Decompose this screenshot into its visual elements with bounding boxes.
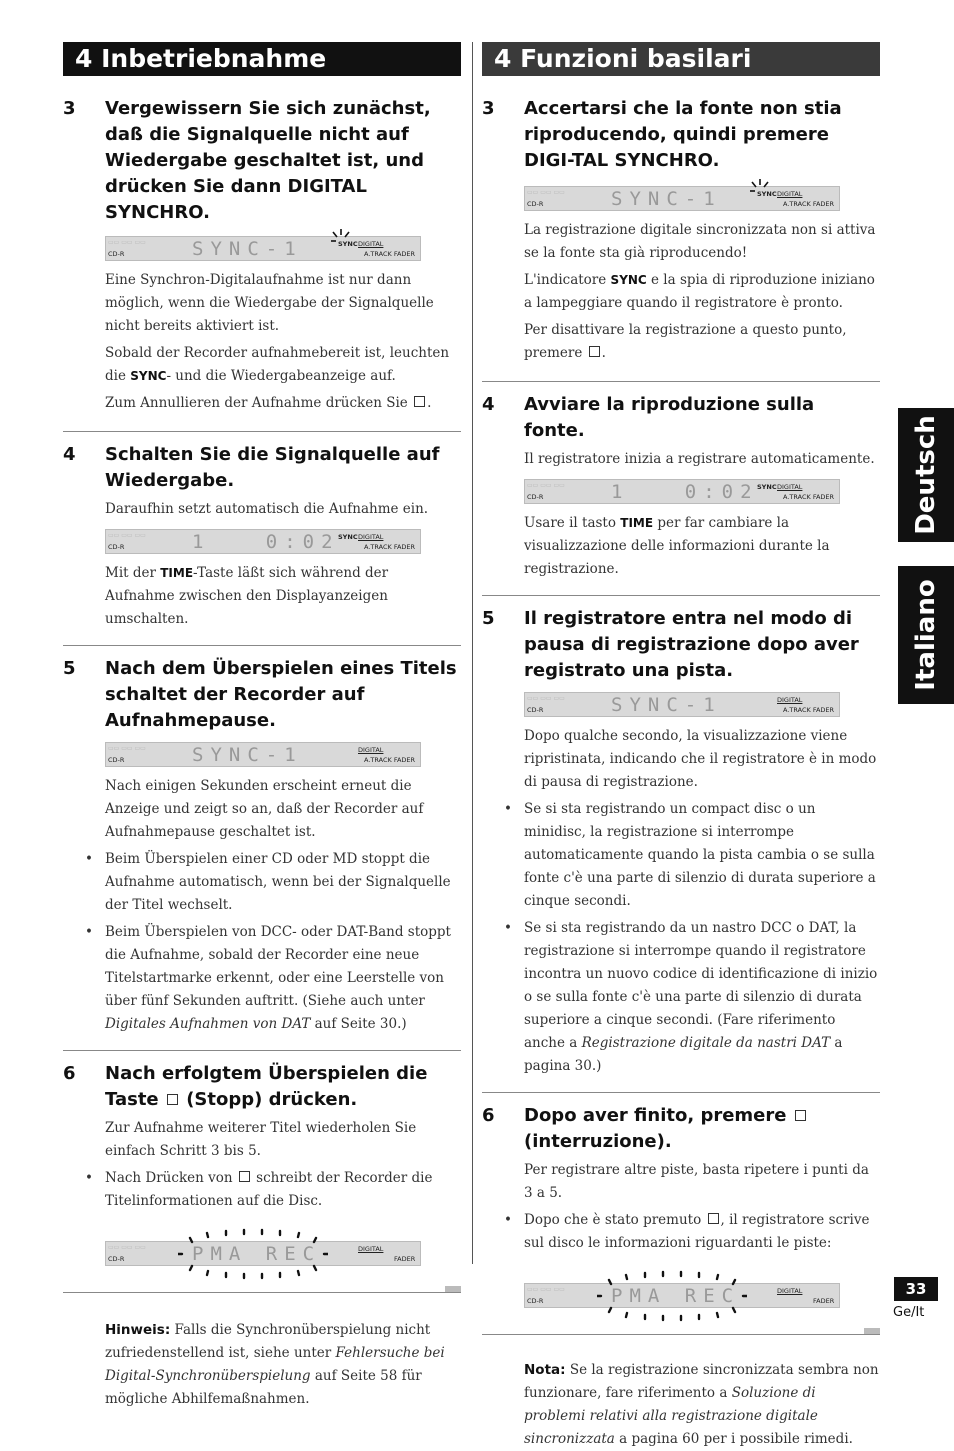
tab-deutsch: Deutsch <box>898 408 954 542</box>
section-header: 4 Funzioni basilari <box>482 42 880 76</box>
lcd-cdr-label: CD-R <box>527 1297 544 1305</box>
step-title: Vergewissern Sie sich zunächst, daß die Signalquelle nicht auf Wiedergabe geschaltet ist, und drücken Sie dann DIGITAL SYNCHRO. <box>105 98 431 223</box>
lcd-fader-label: FADER <box>813 1297 835 1305</box>
lcd-cdr-label: CD-R <box>108 1255 125 1263</box>
divider <box>482 1334 880 1335</box>
column-italiano <box>482 42 880 1451</box>
paragraph: Eine Synchron-Digitalaufnahme ist nur dann möglich, wenn die Wiedergabe der Signalquelle nicht bereits aktiviert ist. <box>105 272 434 334</box>
lcd-sync-indicator: SYNC <box>338 240 358 248</box>
lcd-sync-indicator: SYNC <box>757 483 777 491</box>
lcd-cdr-label: CD-R <box>527 493 544 501</box>
lcd-digital-label: DIGITAL <box>358 1245 384 1253</box>
divider <box>63 1050 461 1051</box>
paragraph: Nach einigen Sekunden erscheint erneut die Anzeige und zeigt so an, daß der Recorder auf Aufnahmepause geschaltet ist. <box>105 778 424 840</box>
step-3 <box>63 96 461 415</box>
step-number: 5 <box>63 658 76 679</box>
lcd-digital-label: DIGITAL <box>777 483 803 491</box>
step-number: 5 <box>482 608 495 629</box>
divider <box>63 1292 461 1293</box>
note: Hinweis: Falls die Synchronüberspielung nicht zufriedenstellend ist, siehe unter Fehlersuche bei Digital-Synchronüberspielung auf Seite 58 für mögliche Abhilfemaßnahmen. <box>105 1322 445 1407</box>
step-5 <box>482 606 880 1078</box>
flash-icon <box>178 1228 328 1280</box>
lcd-cdr-label: CD-R <box>527 200 544 208</box>
paragraph: Usare il tasto TIME per far cambiare la visualizzazione delle informazioni durante la registrazione. <box>524 515 830 577</box>
divider <box>63 645 461 646</box>
list-item: • Se si sta registrando un compact disc o un minidisc, la registrazione si interrompe automaticamente quando la pista cambia o se sulla fonte c'è una parte di silenzio di durata superiore a cinque secondi. <box>504 801 876 909</box>
list-item: • Beim Überspielen einer CD oder MD stoppt die Aufnahme automatisch, wenn bei der Signalquelle der Titel wechselt. <box>85 851 451 913</box>
stop-icon <box>708 1213 719 1224</box>
lcd-text: PMA REC <box>192 1243 322 1265</box>
paragraph: La registrazione digitale sincronizzata non si attiva se la fonte sta già riproducendo! <box>524 222 876 261</box>
divider <box>482 595 880 596</box>
step-title: Accertarsi che la fonte non stia riproducendo, quindi premere DIGI-TAL SYNCHRO. <box>524 98 842 171</box>
stop-icon <box>414 396 425 407</box>
step-number: 3 <box>482 98 495 119</box>
stop-icon <box>239 1171 250 1182</box>
step-6 <box>482 1103 880 1308</box>
step-number: 3 <box>63 98 76 119</box>
divider <box>63 431 461 432</box>
lcd-sync-indicator: SYNC <box>757 190 777 198</box>
list-item: • Nach Drücken von schreibt der Recorder die Titelinformationen auf die Disc. <box>85 1170 433 1209</box>
divider <box>482 381 880 382</box>
paragraph: Mit der TIME-Taste läßt sich während der Aufnahme zwischen den Displayanzeigen umschalten. <box>105 565 389 627</box>
step-number: 6 <box>63 1063 76 1084</box>
lcd-digital-label: DIGITAL <box>358 746 384 754</box>
stop-icon <box>589 346 600 357</box>
step-5 <box>63 656 461 1036</box>
step-title: Schalten Sie die Signalquelle auf Wiedergabe. <box>105 444 440 491</box>
step-title: Nach erfolgtem Überspielen die Taste (Stopp) drücken. <box>105 1063 428 1110</box>
lcd-display-time: ▭▭ ▭▭ ▭▭ CD-R 1 0:02 SYNC DIGITAL A.TRACK FADER <box>105 529 421 554</box>
note: Nota: Se la registrazione sincronizzata sembra non funzionare, fare riferimento a Soluzione di problemi relativi alla registrazione digitale sincronizzata a pagina 60 per i possibile rimedi. <box>524 1362 879 1447</box>
lcd-atrack-label: A.TRACK FADER <box>783 493 835 501</box>
lcd-digital-label: DIGITAL <box>358 533 384 541</box>
lcd-digital-label: DIGITAL <box>777 1287 803 1295</box>
step-title: Il registratore entra nel modo di pausa di registrazione dopo aver registrato una pista. <box>524 608 859 681</box>
lcd-digital-label: DIGITAL <box>777 696 803 704</box>
lcd-text: 1 0:02 <box>611 481 759 503</box>
step-4 <box>63 442 461 631</box>
lcd-atrack-label: A.TRACK FADER <box>364 543 416 551</box>
stop-icon <box>795 1110 806 1121</box>
lcd-atrack-label: A.TRACK FADER <box>783 200 835 208</box>
step-6 <box>63 1061 461 1266</box>
lcd-atrack-label: A.TRACK FADER <box>783 706 835 714</box>
step-3 <box>482 96 880 365</box>
lcd-digital-label: DIGITAL <box>777 190 803 198</box>
lcd-atrack-label: A.TRACK FADER <box>364 250 416 258</box>
tab-italiano: Italiano <box>898 566 954 704</box>
lcd-text: SYNC-1 <box>611 694 722 716</box>
lcd-display-sync: ▭▭ ▭▭ ▭▭ CD-R SYNC-1 SYNC DIGITAL A.TRACK FADER <box>524 186 840 211</box>
list-item: • Beim Überspielen von DCC- oder DAT-Band stoppt die Aufnahme, sobald der Recorder eine neue Titelstartmarke erkennt, oder eine Leerstelle von über fünf Sekunden auftritt. (Siehe auch unter Digitales Aufnahmen von DAT auf Seite 30.) <box>85 924 451 1032</box>
step-title: Dopo aver finito, premere (interruzione). <box>524 1103 880 1155</box>
lcd-sync-indicator: SYNC <box>338 533 358 541</box>
step-number: 4 <box>482 394 495 415</box>
paragraph: Sobald der Recorder aufnahmebereit ist, leuchten die SYNC- und die Wiedergabeanzeige auf. <box>105 345 450 384</box>
lcd-display-sync: ▭▭ ▭▭ ▭▭ CD-R SYNC-1 DIGITAL A.TRACK FADER <box>524 692 840 717</box>
lcd-text: SYNC-1 <box>611 188 722 210</box>
sync-key: SYNC <box>130 369 167 383</box>
column-deutsch <box>63 42 461 1411</box>
section-header: 4 Inbetriebnahme <box>63 42 461 76</box>
lcd-text: 1 0:02 <box>192 531 340 553</box>
lcd-text: PMA REC <box>611 1285 741 1307</box>
lcd-display-sync: ▭▭ ▭▭ ▭▭ CD-R SYNC-1 DIGITAL A.TRACK FADER <box>105 742 421 767</box>
paragraph: Dopo qualche secondo, la visualizzazione viene ripristinata, indicando che il registratore è in modo di pausa di registrazione. <box>524 728 877 790</box>
stop-icon <box>167 1094 178 1105</box>
step-4 <box>482 392 880 581</box>
time-key: TIME <box>620 516 654 530</box>
lcd-text: SYNC-1 <box>192 744 303 766</box>
paragraph: Per disattivare la registrazione a questo punto, premere . <box>524 322 847 361</box>
step-number: 6 <box>482 1105 495 1126</box>
lcd-text: SYNC-1 <box>192 238 303 260</box>
lcd-digital-label: DIGITAL <box>358 240 384 248</box>
paragraph: Per registrare altre piste, basta ripetere i punti da 3 a 5. <box>524 1162 869 1201</box>
paragraph: L'indicatore SYNC e la spia di riproduzione iniziano a lampeggiare quando il registratore è pronto. <box>524 272 875 311</box>
lcd-cdr-label: CD-R <box>108 756 125 764</box>
lcd-fader-label: FADER <box>394 1255 416 1263</box>
paragraph: Daraufhin setzt automatisch die Aufnahme ein. <box>105 501 429 517</box>
end-marker <box>445 1286 461 1292</box>
step-title: Nach dem Überspielen eines Titels schaltet der Recorder auf Aufnahmepause. <box>105 658 457 731</box>
lcd-atrack-label: A.TRACK FADER <box>364 756 416 764</box>
lcd-display-sync: ▭▭ ▭▭ ▭▭ CD-R SYNC-1 SYNC DIGITAL A.TRACK FADER <box>105 236 421 261</box>
lcd-display-pma: ▭▭ ▭▭ ▭▭ CD-R PMA REC DIGITAL FADER <box>105 1241 421 1266</box>
page-number: 33 <box>894 1277 938 1301</box>
lcd-cdr-label: CD-R <box>108 250 125 258</box>
lcd-display-pma: ▭▭ ▭▭ ▭▭ CD-R PMA REC DIGITAL FADER <box>524 1283 840 1308</box>
column-divider <box>472 42 473 1264</box>
step-number: 4 <box>63 444 76 465</box>
lcd-display-time: ▭▭ ▭▭ ▭▭ CD-R 1 0:02 SYNC DIGITAL A.TRACK FADER <box>524 479 840 504</box>
paragraph: Il registratore inizia a registrare automaticamente. <box>524 451 875 467</box>
divider <box>482 1092 880 1093</box>
lcd-cdr-label: CD-R <box>527 706 544 714</box>
lcd-cdr-label: CD-R <box>108 543 125 551</box>
step-title: Avviare la riproduzione sulla fonte. <box>524 394 815 441</box>
page-language-code: Ge/It <box>893 1305 925 1320</box>
list-item: • Se si sta registrando da un nastro DCC o DAT, la registrazione si interrompe quando il registratore incontra un nuovo codice di identificazione di inizio o se sulla fonte c'è una parte di silenzio di durata superiore a cinque secondi. (Fare riferimento anche a Registrazione digitale da nastri DAT a pagina 30.) <box>504 920 878 1074</box>
paragraph: Zur Aufnahme weiterer Titel wiederholen Sie einfach Schritt 3 bis 5. <box>105 1120 417 1159</box>
time-key: TIME <box>160 566 194 580</box>
end-marker <box>864 1328 880 1334</box>
flash-icon <box>597 1270 747 1322</box>
sync-key: SYNC <box>610 273 647 287</box>
list-item: • Dopo che è stato premuto , il registratore scrive sul disco le informazioni riguardanti le piste: <box>504 1212 870 1251</box>
paragraph: Zum Annullieren der Aufnahme drücken Sie . <box>105 395 432 411</box>
